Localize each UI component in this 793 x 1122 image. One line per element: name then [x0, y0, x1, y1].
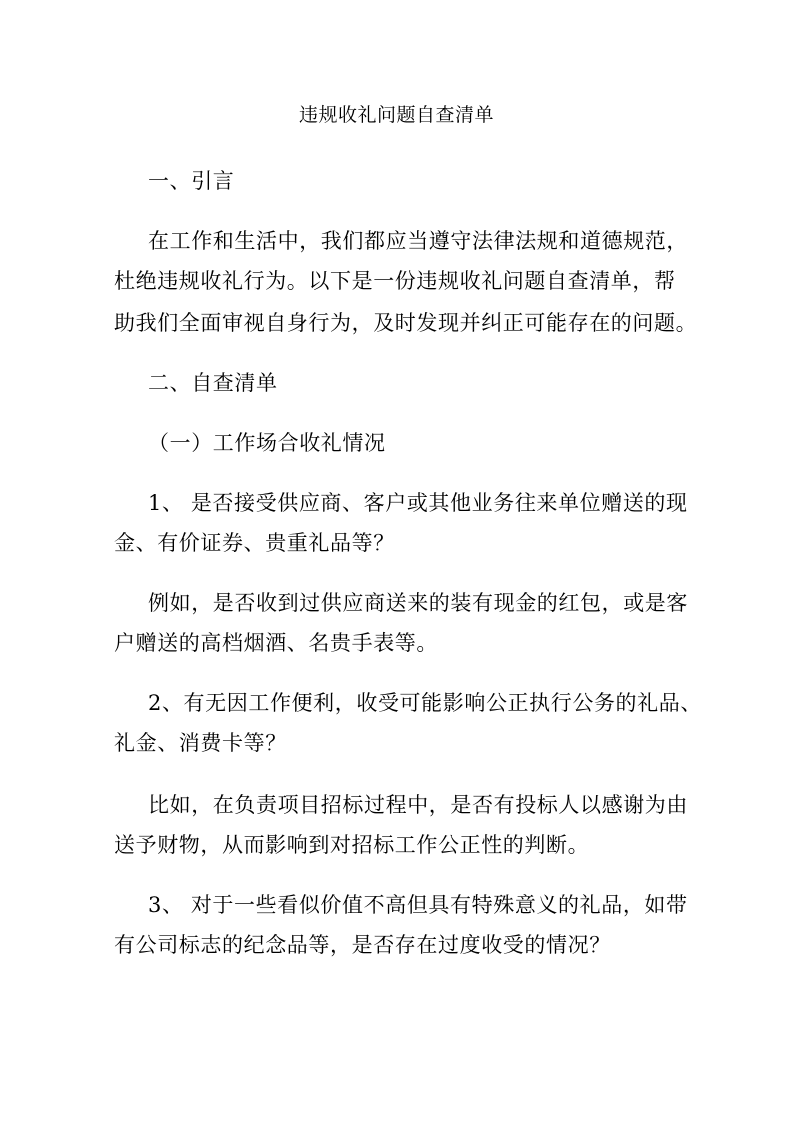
example-1-line-2: 户赠送的高档烟酒、名贵手表等。 [114, 631, 438, 655]
checklist-item-1-line-1: 1、 是否接受供应商、客户或其他业务往来单位赠送的现 [148, 491, 688, 515]
intro-paragraph-line-3: 助我们全面审视自身行为，及时发现并纠正可能存在的问题。 [114, 311, 698, 335]
checklist-item-3-line-1: 3、 对于一些看似价值不高但具有特殊意义的礼品，如带 [148, 893, 688, 917]
subsection-heading-workplace: （一）工作场合收礼情况 [148, 431, 386, 455]
checklist-item-3-line-2: 有公司标志的纪念品等，是否存在过度收受的情况？ [114, 933, 611, 957]
document-title: 违规收礼问题自查清单 [298, 104, 494, 126]
checklist-item-2-line-1: 2、有无因工作便利，收受可能影响公正执行公务的礼品、 [148, 691, 702, 715]
checklist-item-1-line-2: 金、有价证券、贵重礼品等？ [114, 531, 395, 555]
example-2-line-1: 比如，在负责项目招标过程中，是否有投标人以感谢为由 [148, 793, 688, 817]
checklist-item-2-line-2: 礼金、消费卡等？ [114, 731, 287, 755]
section-heading-checklist: 二、自查清单 [148, 371, 278, 395]
example-1-line-1: 例如，是否收到过供应商送来的装有现金的红包，或是客 [148, 591, 688, 615]
example-2-line-2: 送予财物，从而影响到对招标工作公正性的判断。 [114, 833, 590, 857]
section-heading-intro: 一、引言 [148, 169, 235, 193]
intro-paragraph-line-2: 杜绝违规收礼行为。以下是一份违规收礼问题自查清单，帮 [114, 269, 676, 293]
intro-paragraph-line-1: 在工作和生活中，我们都应当遵守法律法规和道德规范， [148, 229, 688, 253]
